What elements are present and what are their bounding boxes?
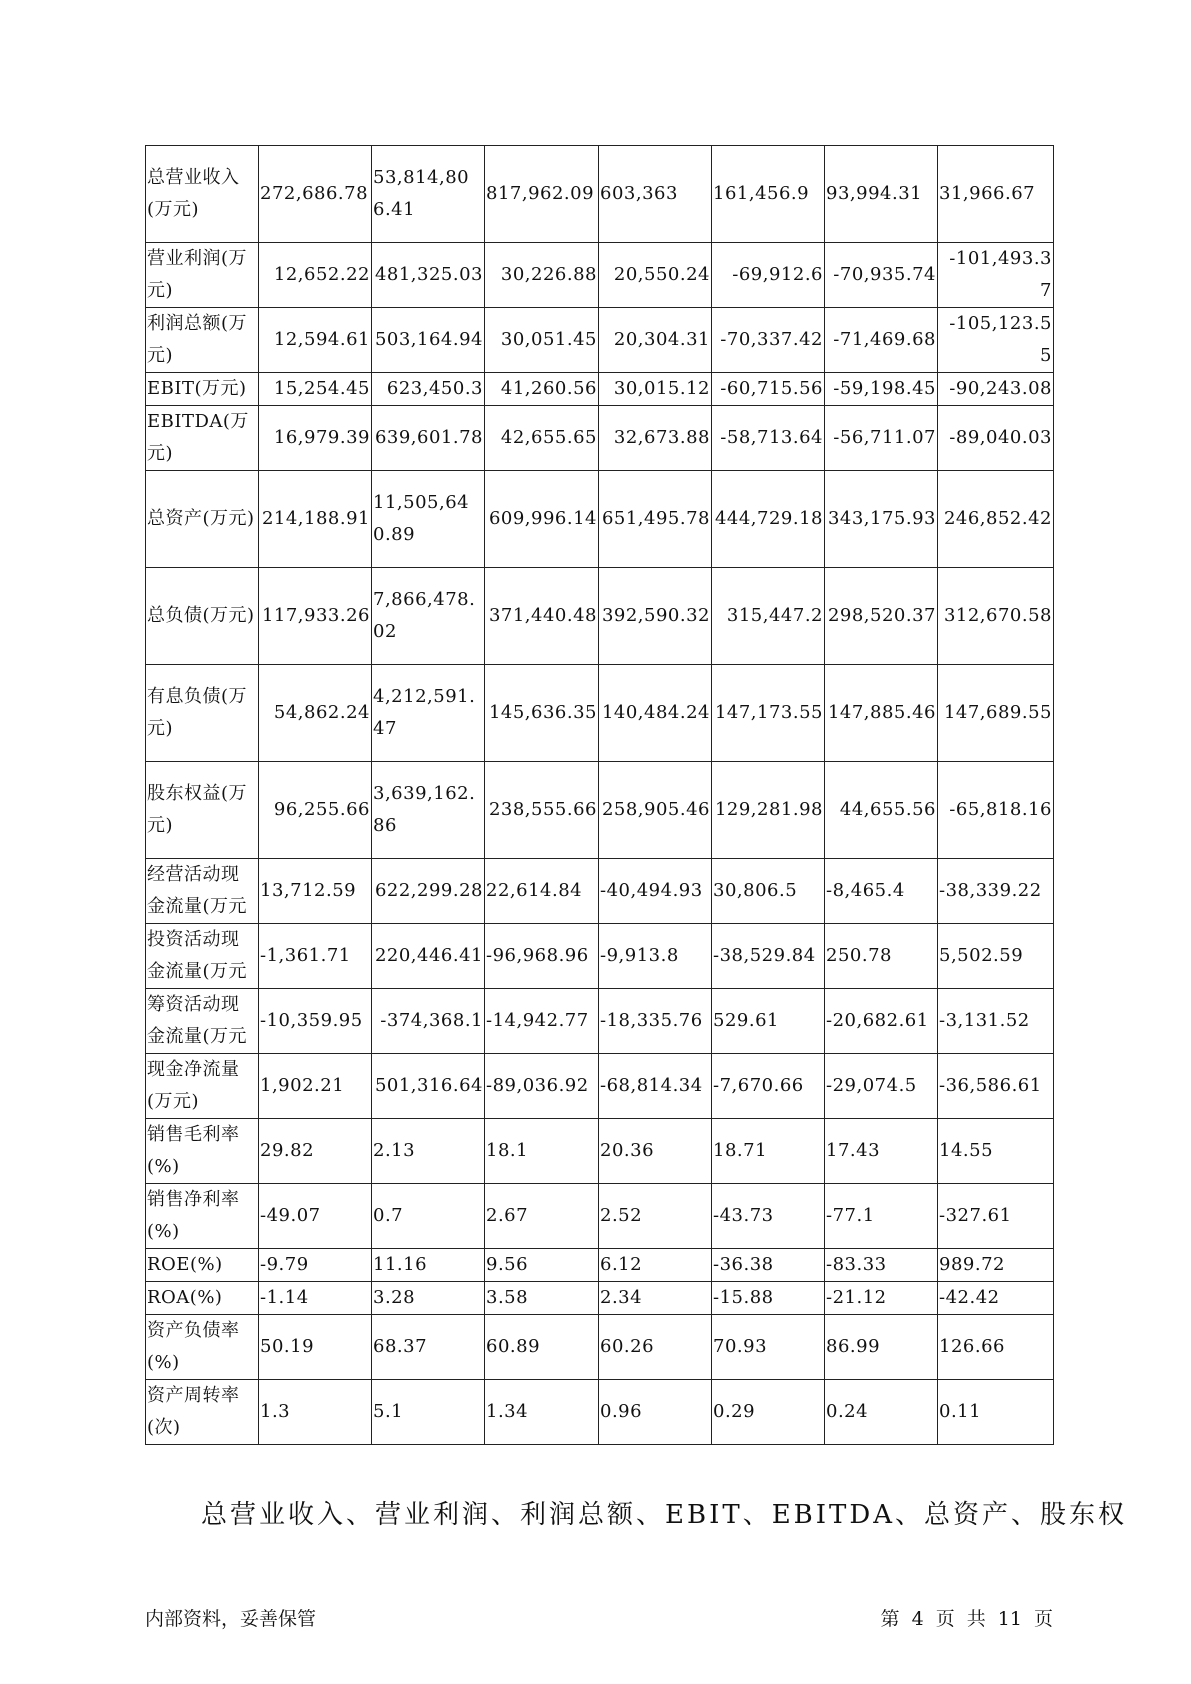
table-cell: 817,962.09 [485,146,599,243]
table-cell: -21.12 [825,1282,938,1315]
table-cell: 503,164.94 [372,308,485,373]
table-cell: -9,913.8 [599,924,712,989]
table-cell: 0.29 [712,1380,825,1445]
table-cell: -58,713.64 [712,406,825,471]
table-cell: 5.1 [372,1380,485,1445]
table-cell: -38,529.84 [712,924,825,989]
table-cell: 32,673.88 [599,406,712,471]
table-cell: -8,465.4 [825,859,938,924]
table-cell: 30,051.45 [485,308,599,373]
row-label: 股东权益(万元) [146,762,259,859]
row-label: 有息负债(万元) [146,665,259,762]
table-cell: 20,304.31 [599,308,712,373]
table-cell: 246,852.42 [938,471,1054,568]
table-cell: 0.11 [938,1380,1054,1445]
table-cell: 70.93 [712,1315,825,1380]
table-cell: 140,484.24 [599,665,712,762]
table-cell: 30,806.5 [712,859,825,924]
table-cell: 129,281.98 [712,762,825,859]
table-cell: 16,979.39 [259,406,372,471]
table-cell: 392,590.32 [599,568,712,665]
table-cell: -10,359.95 [259,989,372,1054]
table-cell: 96,255.66 [259,762,372,859]
table-cell: 11.16 [372,1249,485,1282]
table-cell: 5,502.59 [938,924,1054,989]
table-cell: 343,175.93 [825,471,938,568]
table-cell: 1,902.21 [259,1054,372,1119]
table-row [146,406,1054,471]
row-label: ROE(%) [146,1249,259,1282]
table-cell: 147,689.55 [938,665,1054,762]
table-cell: 1.34 [485,1380,599,1445]
row-label: 资产周转率(次) [146,1380,259,1445]
footer-page-number: 第 4 页 共 11 页 [880,1608,1053,1630]
table-row [146,568,1054,665]
table-row [146,1282,1054,1315]
table-cell: -89,040.03 [938,406,1054,471]
table-cell: -68,814.34 [599,1054,712,1119]
row-label: 总资产(万元) [146,471,259,568]
table-cell: 11,505,640.89 [372,471,485,568]
table-row [146,1054,1054,1119]
table-cell: 0.24 [825,1380,938,1445]
table-cell: -70,935.74 [825,243,938,308]
table-row [146,1249,1054,1282]
table-cell: 29.82 [259,1119,372,1184]
row-label: 投资活动现金流量(万元 [146,924,259,989]
table-cell: 147,173.55 [712,665,825,762]
table-cell: 315,447.2 [712,568,825,665]
table-cell: 0.7 [372,1184,485,1249]
table-row [146,665,1054,762]
table-cell: 3,639,162.86 [372,762,485,859]
table-cell: 7,866,478.02 [372,568,485,665]
table-cell: 60.89 [485,1315,599,1380]
row-label: 资产负债率(%) [146,1315,259,1380]
table-row [146,924,1054,989]
row-label: EBITDA(万元) [146,406,259,471]
table-cell: 18.71 [712,1119,825,1184]
table-cell: 501,316.64 [372,1054,485,1119]
table-cell: 0.96 [599,1380,712,1445]
table-cell: -89,036.92 [485,1054,599,1119]
table-cell: -105,123.55 [938,308,1054,373]
table-row [146,1380,1054,1445]
table-cell: -327.61 [938,1184,1054,1249]
table-row [146,373,1054,406]
financial-table [145,145,1054,1445]
table-cell: 651,495.78 [599,471,712,568]
table-cell: 68.37 [372,1315,485,1380]
table-cell: 2.13 [372,1119,485,1184]
table-cell: 4,212,591.47 [372,665,485,762]
table-cell: -43.73 [712,1184,825,1249]
table-cell: -65,818.16 [938,762,1054,859]
body-paragraph: 总营业收入、营业利润、利润总额、EBIT、EBITDA、总资产、股东权 [201,1500,1128,1530]
table-cell: 22,614.84 [485,859,599,924]
table-cell: 20.36 [599,1119,712,1184]
table-row [146,989,1054,1054]
table-cell: 622,299.28 [372,859,485,924]
table-cell: -69,912.6 [712,243,825,308]
table-cell: -77.1 [825,1184,938,1249]
table-cell: -1,361.71 [259,924,372,989]
table-row [146,308,1054,373]
footer-confidential-note: 内部资料，妥善保管 [145,1608,317,1630]
table-cell: 272,686.78 [259,146,372,243]
table-cell: -56,711.07 [825,406,938,471]
table-cell: 12,594.61 [259,308,372,373]
table-cell: -1.14 [259,1282,372,1315]
table-cell: -83.33 [825,1249,938,1282]
row-label: 总营业收入(万元) [146,146,259,243]
table-cell: -7,670.66 [712,1054,825,1119]
table-cell: 20,550.24 [599,243,712,308]
table-cell: -70,337.42 [712,308,825,373]
table-cell: -36,586.61 [938,1054,1054,1119]
table-cell: 14.55 [938,1119,1054,1184]
table-cell: -15.88 [712,1282,825,1315]
row-label: 现金净流量(万元) [146,1054,259,1119]
table-cell: 2.52 [599,1184,712,1249]
table-cell: 44,655.56 [825,762,938,859]
table-cell: 31,966.67 [938,146,1054,243]
table-cell: 371,440.48 [485,568,599,665]
table-cell: -29,074.5 [825,1054,938,1119]
table-cell: 529.61 [712,989,825,1054]
table-cell: 639,601.78 [372,406,485,471]
table-row [146,1184,1054,1249]
table-cell: 9.56 [485,1249,599,1282]
row-label: 销售净利率(%) [146,1184,259,1249]
table-row [146,859,1054,924]
table-cell: 50.19 [259,1315,372,1380]
table-cell: 250.78 [825,924,938,989]
table-cell: 41,260.56 [485,373,599,406]
table-row [146,1315,1054,1380]
table-cell: -71,469.68 [825,308,938,373]
table-cell: 6.12 [599,1249,712,1282]
table-cell: 3.28 [372,1282,485,1315]
table-cell: 60.26 [599,1315,712,1380]
table-cell: 147,885.46 [825,665,938,762]
table-row [146,762,1054,859]
table-cell: -96,968.96 [485,924,599,989]
table-cell: 3.58 [485,1282,599,1315]
row-label: 总负债(万元) [146,568,259,665]
table-cell: 603,363 [599,146,712,243]
table-cell: 298,520.37 [825,568,938,665]
table-cell: -49.07 [259,1184,372,1249]
table-cell: 258,905.46 [599,762,712,859]
row-label: ROA(%) [146,1282,259,1315]
table-cell: 30,015.12 [599,373,712,406]
table-cell: 444,729.18 [712,471,825,568]
table-cell: 989.72 [938,1249,1054,1282]
table-cell: -18,335.76 [599,989,712,1054]
table-cell: 17.43 [825,1119,938,1184]
table-cell: 93,994.31 [825,146,938,243]
table-row [146,1119,1054,1184]
table-cell: 2.34 [599,1282,712,1315]
row-label: EBIT(万元) [146,373,259,406]
row-label: 经营活动现金流量(万元 [146,859,259,924]
table-cell: -59,198.45 [825,373,938,406]
table-cell: 481,325.03 [372,243,485,308]
table-cell: -374,368.1 [372,989,485,1054]
table-cell: 30,226.88 [485,243,599,308]
table-cell: 54,862.24 [259,665,372,762]
table-cell: 312,670.58 [938,568,1054,665]
table-cell: -38,339.22 [938,859,1054,924]
table-row [146,243,1054,308]
table-cell: -9.79 [259,1249,372,1282]
table-cell: -14,942.77 [485,989,599,1054]
table-row [146,471,1054,568]
table-cell: -60,715.56 [712,373,825,406]
table-cell: -90,243.08 [938,373,1054,406]
table-cell: 214,188.91 [259,471,372,568]
table-cell: 86.99 [825,1315,938,1380]
table-cell: 609,996.14 [485,471,599,568]
table-cell: 42,655.65 [485,406,599,471]
row-label: 利润总额(万元) [146,308,259,373]
table-cell: 18.1 [485,1119,599,1184]
table-cell: 53,814,806.41 [372,146,485,243]
row-label: 筹资活动现金流量(万元 [146,989,259,1054]
row-label: 营业利润(万元) [146,243,259,308]
table-cell: 117,933.26 [259,568,372,665]
table-cell: 15,254.45 [259,373,372,406]
table-cell: -36.38 [712,1249,825,1282]
table-cell: -40,494.93 [599,859,712,924]
table-cell: 12,652.22 [259,243,372,308]
table-cell: 238,555.66 [485,762,599,859]
row-label: 销售毛利率(%) [146,1119,259,1184]
table-cell: 126.66 [938,1315,1054,1380]
table-cell: -20,682.61 [825,989,938,1054]
table-cell: 220,446.41 [372,924,485,989]
table-cell: 161,456.9 [712,146,825,243]
table-cell: -101,493.37 [938,243,1054,308]
table-cell: 1.3 [259,1380,372,1445]
table-cell: -3,131.52 [938,989,1054,1054]
table-cell: 623,450.3 [372,373,485,406]
table-cell: 145,636.35 [485,665,599,762]
table-cell: -42.42 [938,1282,1054,1315]
table-row [146,146,1054,243]
table-cell: 2.67 [485,1184,599,1249]
table-cell: 13,712.59 [259,859,372,924]
